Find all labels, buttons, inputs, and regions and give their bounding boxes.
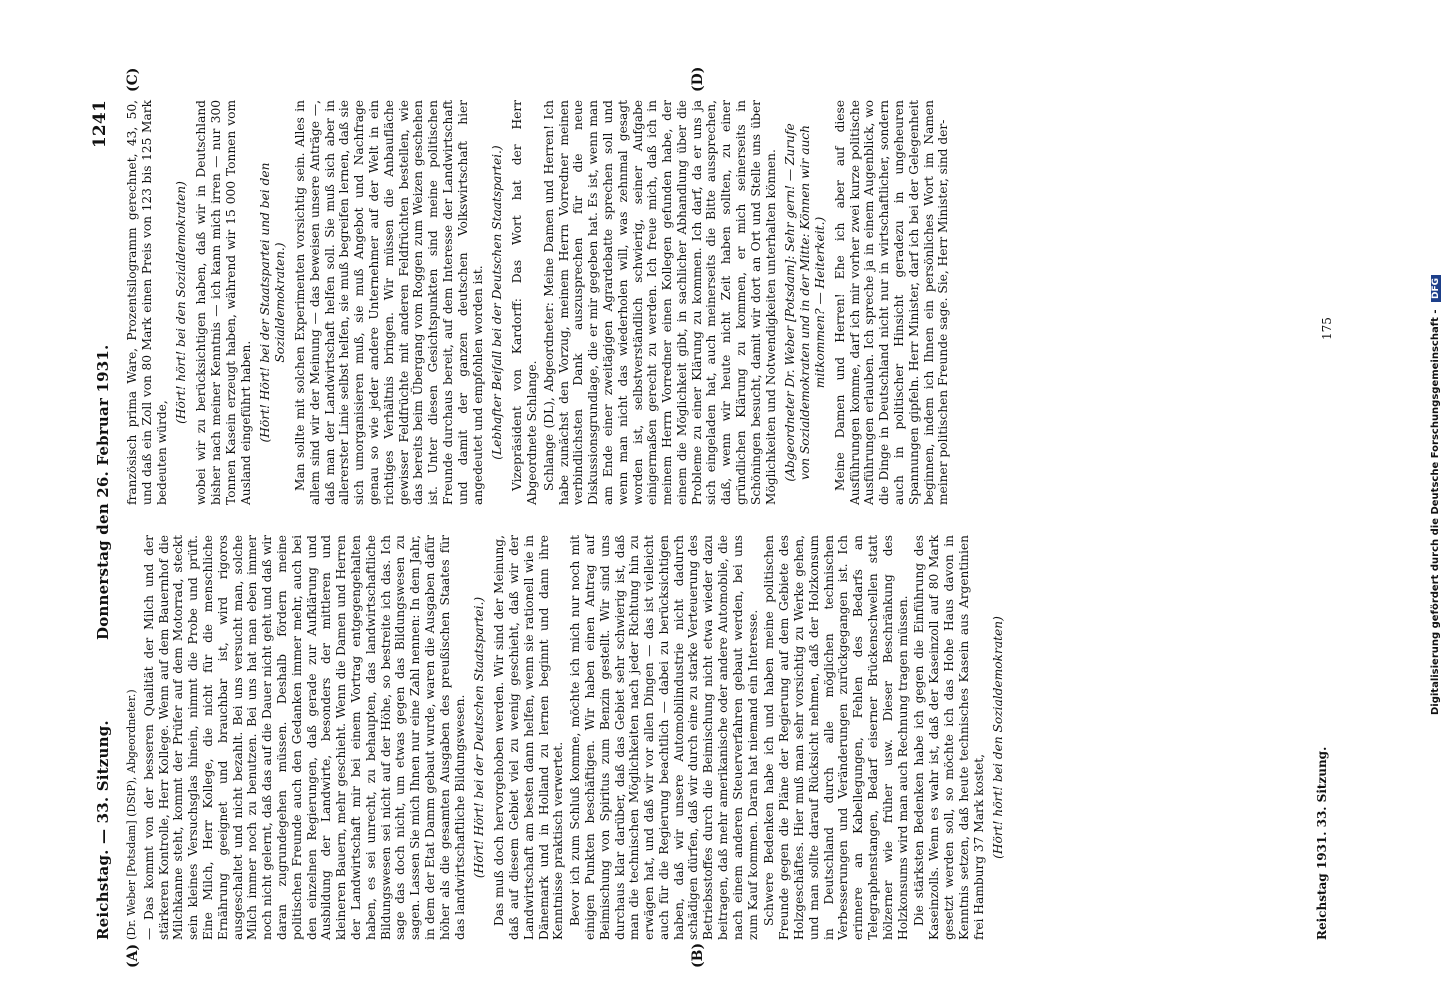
footer-left: Reichstag 1931. 33. Sitzung. xyxy=(1315,746,1329,940)
marker-b: (B) xyxy=(690,942,706,968)
marker-a: (A) xyxy=(125,943,141,968)
paragraph: — Das kommt von der besseren Qualität der Milch und der stärkeren Kontrolle, Herr Kollege. Wenn auf dem Bauernhof die Milchkanne steht, kommt der Prüfer auf dem Motorrad, steckt sein kleines Versuchsglas hinein, nimmt die Probe und prüft. Eine Milch, Herr Kollege, die nicht für die menschliche Ernährung geeignet und brauchbar ist, wird rigoros ausgeschaltet und nicht bezahlt. Bei uns versucht man, solche Milch immer noch zu benutzen. Bei uns hat man eben immer noch nicht gelernt, daß das auf die Dauer nicht geht und daß wir daran zugrundegehen müssen. Deshalb fördern meine politischen Freunde auch den Gedanken immer mehr, auch bei den einzelnen Regierungen, daß gerade zur Aufklärung und Ausbildung der Landwirte, besonders der mittleren und kleineren Bauern, mehr geschieht. Wenn die Damen und Herren der Landwirtschaft mir bei einem Vortrag entgegengehalten haben, es sei unrecht, zu behaupten, das landwirtschaftliche Bildungswesen sei nicht auf der Höhe, so bestreite ich das. Ich sage das doch nicht, um etwas gegen das Bildungswesen zu sagen. Lassen Sie mich Ihnen nur eine Zahl nennen: In dem Jahr, in dem der Etat Damm gebaut wurde, waren die Ausgaben dafür höher als die gesamten Ausgaben des preußischen Staates für das landwirtschaftliche Bildungswesen. xyxy=(141,535,467,940)
paragraph: Das muß doch hervorgehoben werden. Wir sind der Meinung, daß auf diesem Gebiet viel zu wenig geschieht, daß wir der Landwirtschaft am besten dann helfen, wenn sie rationell wie in Dänemark und in Holland zu lernen beginnt und dann ihre Kenntnisse praktisch verwertet. xyxy=(492,535,566,940)
paragraph: französisch prima Ware, Prozentsilogramm gerechnet, 43, 50, und daß ein Zoll von 80 Mark einen Preis von 123 bis 125 Mark bedeuten würde, xyxy=(125,100,169,505)
paragraph: Schwere Bedenken habe ich und haben meine politischen Freunde gegen die Pläne der Regierung auf dem Gebiete des Holzgeschäftes. Hier muß man sehr vorsichtig zu Werke gehen, und man sollte darauf Rücksicht nehmen, daß der Holzkonsum in Deutschland durch alle möglichen technischen Verbesserungen und Veränderungen zurückgegangen ist. Ich erinnere an Kabellegungen, Fehlen des Bedarfs an Telegraphenstangen, Bedarf eiserner Brückenschwellen statt hölzerner wie früher usw. Dieser Beschränkung des Holzkonsums wird man auch Rechnung tragen müssen. xyxy=(762,535,910,940)
header-left: Reichstag. — 33. Sitzung. xyxy=(94,720,112,940)
left-column xyxy=(125,535,1315,940)
page-header xyxy=(90,100,120,940)
interjection: (Lebhafter Beifall bei der Deutschen Staatspartei.) xyxy=(490,145,505,460)
rotated-page xyxy=(70,66,1340,968)
paragraph: Man sollte mit solchen Experimenten vorsichtig sein. Alles in allem sind wir der Meinung — das beweisen unsere Anträge —, daß man der Landwirtschaft helfen soll. Sie muß sich aber in allererster Linie selbst helfen, sie muß begreifen lernen, daß sie sich umorganisieren muß, sie muß Angebot und Nachfrage genau so wie jeder andere Unternehmer auf der Welt in ein richtiges Verhältnis bringen. Wir müssen die Anbaufläche gewisser Feldfrüchte mit anderen Feldfrüchten bestellen, wie das bereits beim Übergang vom Roggen zum Weizen geschehen ist. Unter diesen Gesichtspunkten sind meine politischen Freunde durchaus bereit, auf dem Interesse der Landwirtschaft und damit der ganzen deutschen Volkswirtschaft hier angedeutet und empfohlen worden ist. xyxy=(292,100,485,505)
paragraph: Die stärksten Bedenken habe ich gegen die Einführung des Kaseinzolls. Wenn es wahr ist, daß der Kaseinzoll auf 80 Mark gesetzt werden soll, so möchte ich das Hohe Haus davon in Kenntnis setzen, daß heute technisches Kasein aus Argentinien frei Hamburg 37 Mark kostet, xyxy=(912,535,986,940)
interjection: (Abgeordneter Dr. Weber [Potsdam]: Sehr gern! — Zurufe von Sozialdemokraten und in der Mitte: Können wir auch mitkommen? — Heiterkeit.) xyxy=(783,123,828,482)
funding-text: Digitalisierung gefördert durch die Deutsche Forschungsgemeinschaft - xyxy=(1430,309,1441,716)
paragraph: wobei wir zu berücksichtigen haben, daß wir in Deutschland bisher nach meiner Kenntnis — ich kann mich irren — nur 300 Tonnen Kasein erzeugt haben, während wir 15 000 Tonnen vom Ausland eingeführt haben. xyxy=(194,100,253,505)
paragraph: Vizepräsident von Kardorff: Das Wort hat der Herr Abgeordnete Schlange. xyxy=(510,100,539,505)
footer-signature: 175 xyxy=(1320,317,1334,340)
interjection: (Hört! Hört! bei der Deutschen Staatspartei.) xyxy=(472,596,487,879)
interjection: (Hört! hört! bei den Sozialdemokraten) xyxy=(991,616,1006,859)
paragraph: Meine Damen und Herren! Ehe ich aber auf diese Ausführungen komme, darf ich mir vorher zwei kurze politische Ausführungen erlauben. Ich spreche ja in einem Augenblick, wo die Dinge in Deutschland nicht nur in wirtschaftlicher, sondern auch in politischer Hinsicht geradezu in ungeheuren Spannungen gipfeln. Herr Minister, darf ich bei der Gelegenheit beginnen, indem ich Ihnen ein persönliches Wort im Namen meiner politischen Freunde sage. Sie, Herr Minister, sind der- xyxy=(832,100,951,505)
header-center: Donnerstag den 26. Februar 1931. xyxy=(94,344,112,640)
right-column xyxy=(125,100,1315,505)
dfg-logo: DFG xyxy=(1431,275,1441,302)
interjection: (Hört! hört! bei den Sozialdemokraten) xyxy=(174,181,189,424)
interjection: (Hört! Hört! bei der Staatspartei und bei den Sozialdemokraten.) xyxy=(258,162,288,443)
funding-note xyxy=(1430,0,1452,990)
paragraph: Bevor ich zum Schluß komme, möchte ich mich nur noch mit einigen Punkten beschäftigen. Wir haben einen Antrag auf Beimischung von Spiritus zum Benzin gestellt. Wir sind uns durchaus klar darüber, daß das Gebiet sehr schwierig ist, daß man die technischen Möglichkeiten nach jeder Richtung hin zu erwägen hat, und daß wir vor allen Dingen — das ist vielleicht auch für die Regierung beachtlich — dabei zu berücksichtigen haben, daß wir unsere Automobilindustrie nicht dadurch schädigen dürfen, daß wir durch eine zu starke Verteuerung des Betriebsstoffes durch die Beimischung nicht etwa wieder dazu beitragen, daß mehr amerikanische oder andere Automobile, die nach einem anderen Steuerverfahren gebaut werden, bei uns zum Kauf kommen. Daran hat niemand ein Interesse. xyxy=(568,535,760,940)
marker-c: (C) xyxy=(125,67,141,92)
marker-d: (D) xyxy=(690,66,706,92)
paragraph: Schlange (DL), Abgeordneter: Meine Damen und Herren! Ich habe zunächst den Vorzug, meinem Herrn Vorredner meinen verbindlichsten Dank auszusprechen für die neue Diskussionsgrundlage, die er mir gegeben hat. Es ist, wenn man am Ende einer zweitägigen Agrardebatte sprechen soll und wenn man nicht das wiederholen will, was zehnmal gesagt worden ist, selbstverständlich schwierig, seiner Aufgabe einigermaßen gerecht zu werden. Ich freue mich, daß ich in meinem Herrn Vorredner einen Kollegen gefunden habe, der einem die Möglichkeit gibt, in sachlicher Abhandlung über die Probleme zu einer Klärung zu kommen. Ich darf, da er uns ja sich eingeladen hat, auch meinerseits die Bitte aussprechen, daß, wenn wir heute nicht Zeit haben sollten, zu einer gründlichen Klärung zu kommen, er mich seinerseits in Schöningen besucht, damit wir dort an Ort und Stelle uns über Möglichkeiten und Notwendigkeiten unterhalten können. xyxy=(541,100,778,505)
page-number: 1241 xyxy=(90,100,110,149)
speaker-note: (Dr. Weber [Potsdam] (DStP), Abgeordneter.) xyxy=(125,689,138,940)
